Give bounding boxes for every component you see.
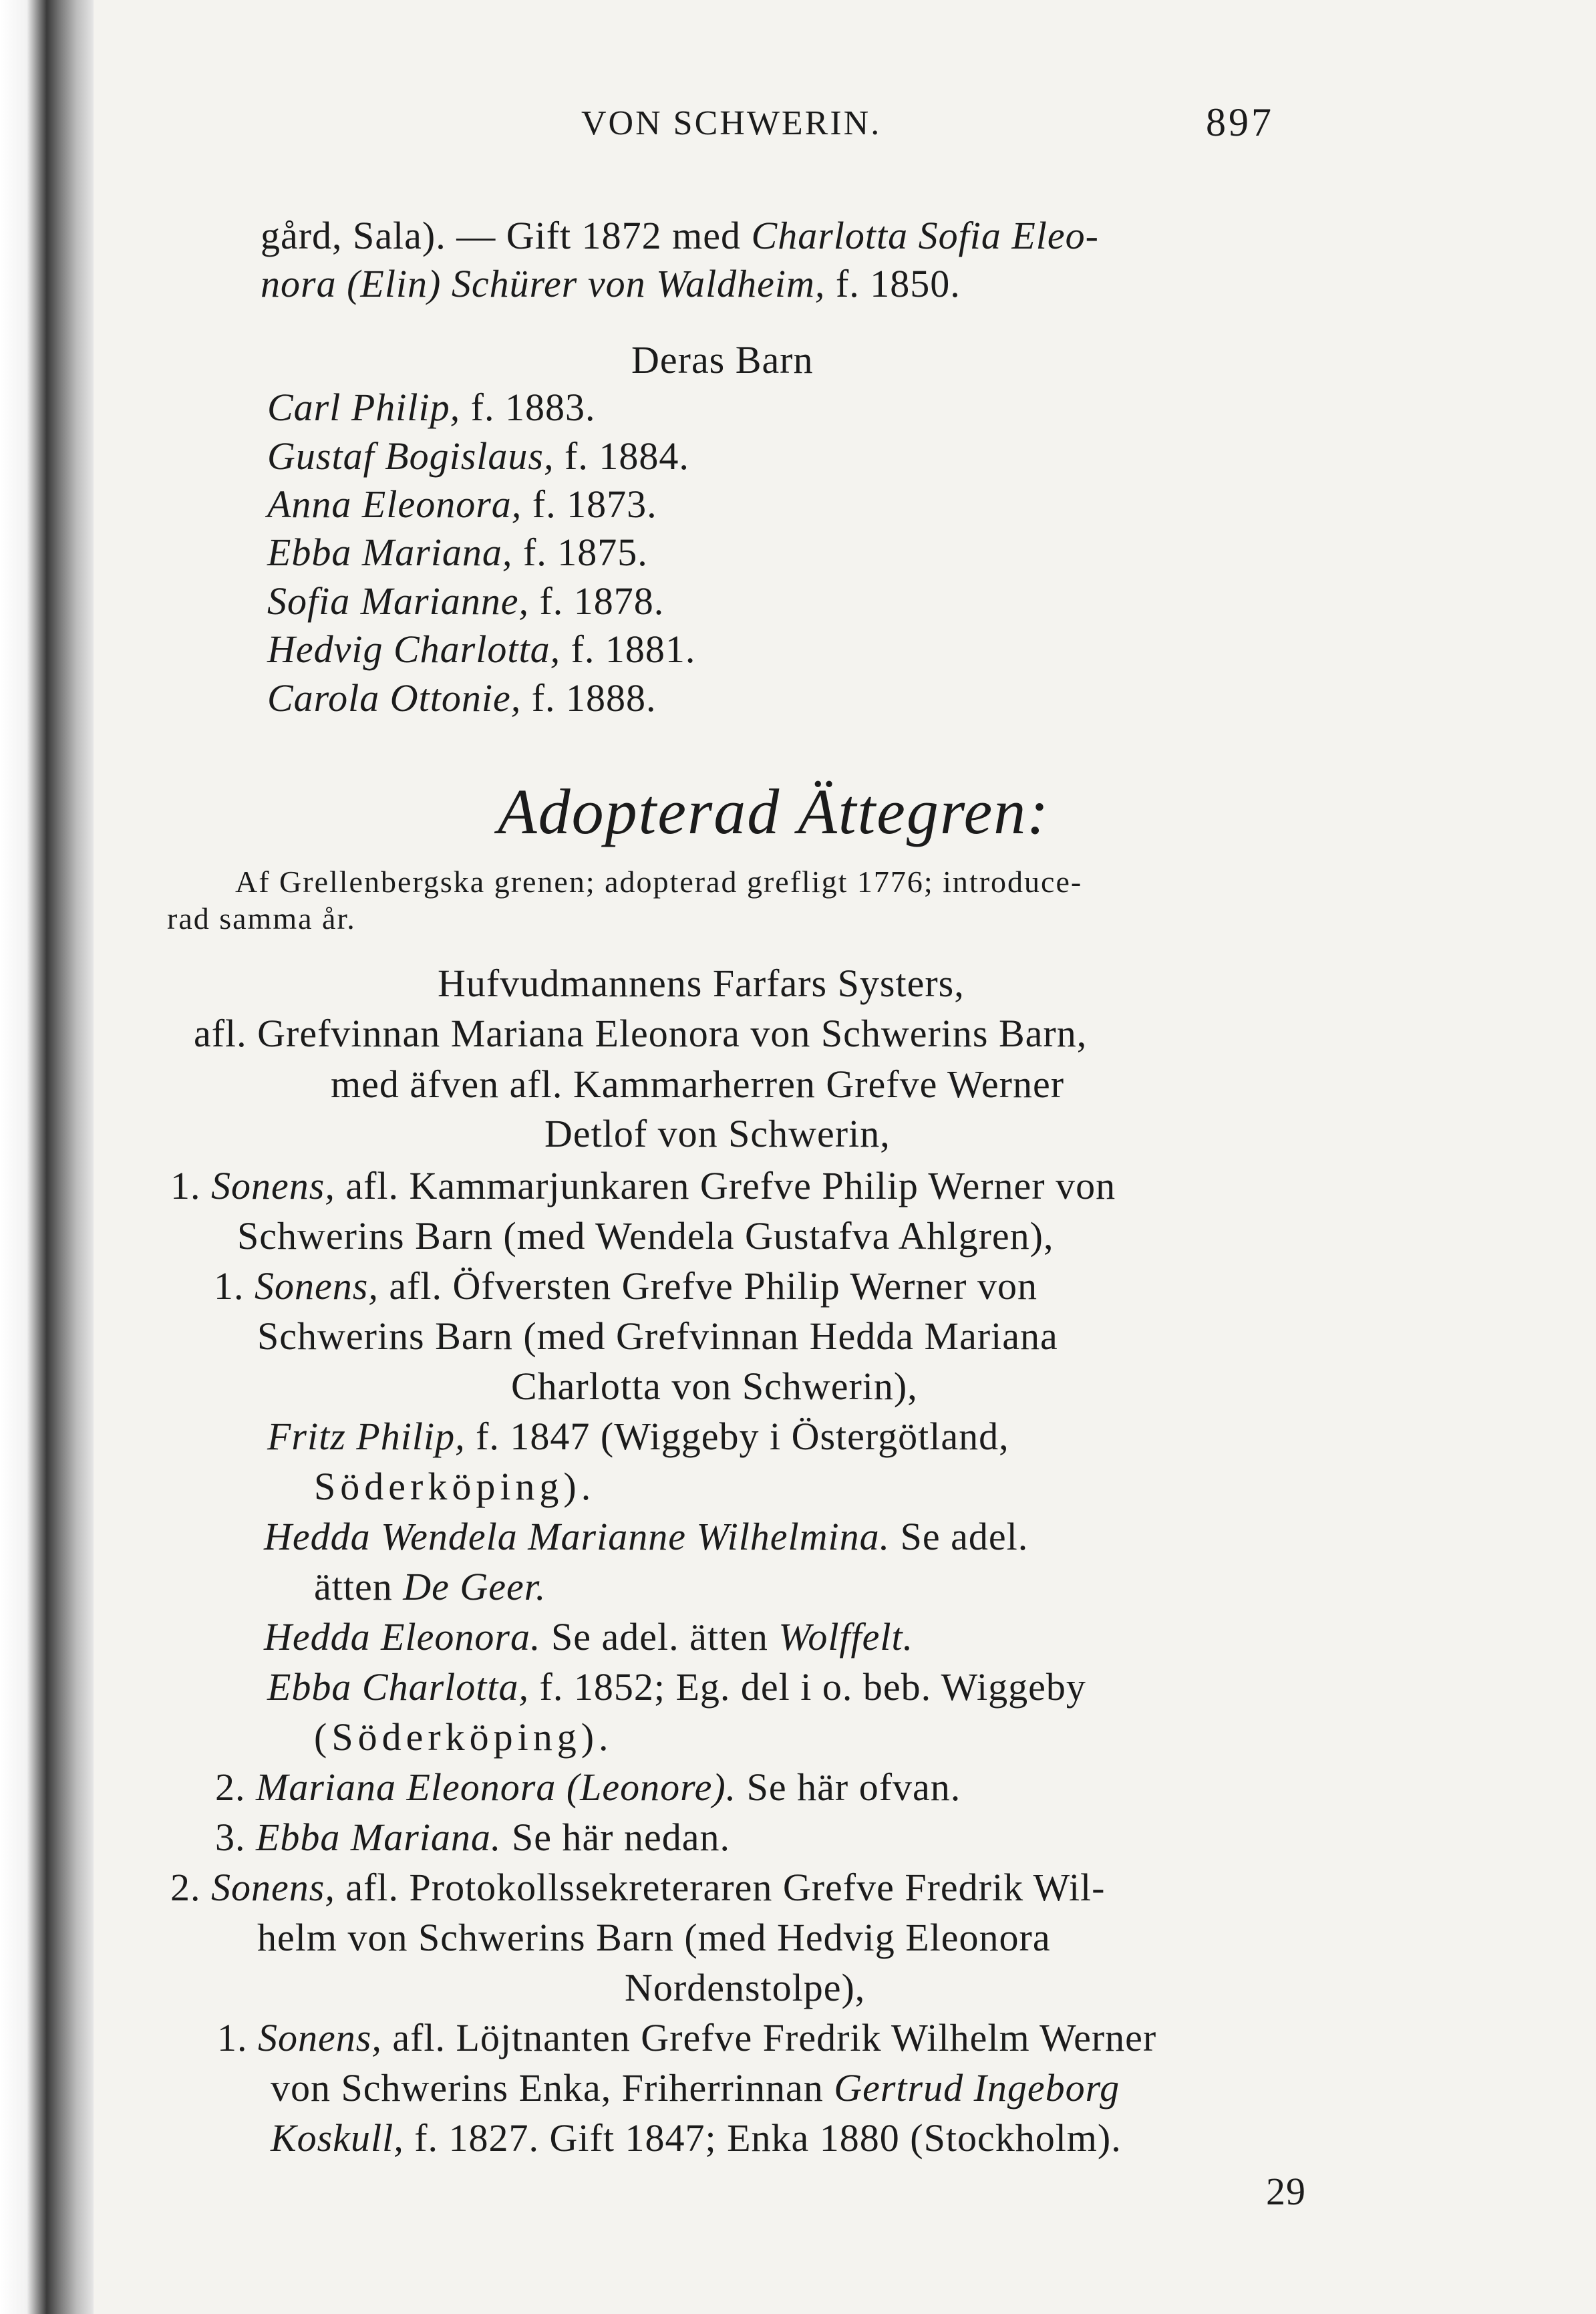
text-line: Ebba Charlotta, f. 1852; Eg. del i o. beb. Wiggeby xyxy=(267,1665,1086,1709)
text-line: von Schwerins Enka, Friherrinnan Gertrud Ingeborg xyxy=(271,2066,1120,2110)
text-line: med äfven afl. Kammarherren Grefve Werner xyxy=(331,1062,1065,1106)
running-header: VON SCHWERIN. xyxy=(581,104,882,142)
text-line: 1. Sonens, afl. Kammarjunkaren Grefve Philip Werner von xyxy=(170,1164,1116,1207)
text-line: Nordenstolpe), xyxy=(625,1966,866,2009)
adopted-branch-title: Adopterad Ättegren: xyxy=(498,776,1050,847)
text-line: Koskull, f. 1827. Gift 1847; Enka 1880 (Stockholm). xyxy=(271,2116,1122,2160)
text-line: Schwerins Barn (med Grefvinnan Hedda Mariana xyxy=(257,1314,1058,1358)
child-entry: Carola Ottonie, f. 1888. xyxy=(267,676,657,720)
text-line: Fritz Philip, f. 1847 (Wiggeby i Östergötland, xyxy=(267,1415,1009,1458)
text-line: (Söderköping). xyxy=(314,1715,613,1759)
text-line: gård, Sala). — Gift 1872 med Charlotta Sofia Eleo- xyxy=(261,214,1099,257)
text-line: Hedda Wendela Marianne Wilhelmina. Se adel. xyxy=(264,1515,1029,1558)
text-line: Hedda Eleonora. Se adel. ätten Wolffelt. xyxy=(264,1615,914,1658)
text-line: rad samma år. xyxy=(167,901,356,935)
child-entry: Gustaf Bogislaus, f. 1884. xyxy=(267,434,689,478)
text-line: 1. Sonens, afl. Öfversten Grefve Philip Werner von xyxy=(214,1264,1038,1308)
section-heading: Deras Barn xyxy=(631,338,814,382)
text-line: 1. Sonens, afl. Löjtnanten Grefve Fredrik Wilhelm Werner xyxy=(217,2016,1157,2059)
text-line: Hufvudmannens Farfars Systers, xyxy=(438,962,965,1005)
text-line: Charlotta von Schwerin), xyxy=(511,1364,918,1408)
text-line: 2. Mariana Eleonora (Leonore). Se här ofvan. xyxy=(215,1765,961,1809)
child-entry: Carl Philip, f. 1883. xyxy=(267,386,596,429)
child-entry: Ebba Mariana, f. 1875. xyxy=(267,531,648,574)
text-line: Schwerins Barn (med Wendela Gustafva Ahlgren), xyxy=(237,1214,1054,1258)
text-line: Söderköping). xyxy=(314,1465,596,1508)
child-entry: Sofia Marianne, f. 1878. xyxy=(267,579,665,623)
text-line: 3. Ebba Mariana. Se här nedan. xyxy=(215,1816,730,1859)
signature-mark: 29 xyxy=(1266,2170,1306,2213)
text-line: 2. Sonens, afl. Protokollssekreteraren Grefve Fredrik Wil- xyxy=(170,1866,1106,1909)
page-number: 897 xyxy=(1206,100,1274,144)
text-line: helm von Schwerins Barn (med Hedvig Eleonora xyxy=(257,1916,1051,1959)
text-line: Detlof von Schwerin, xyxy=(544,1112,891,1155)
child-entry: Anna Eleonora, f. 1873. xyxy=(267,482,657,526)
text-line: Af Grellenbergska grenen; adopterad grefligt 1776; introduce- xyxy=(235,865,1083,899)
text-line: afl. Grefvinnan Mariana Eleonora von Schwerins Barn, xyxy=(194,1012,1088,1055)
child-entry: Hedvig Charlotta, f. 1881. xyxy=(267,627,696,671)
text-line: nora (Elin) Schürer von Waldheim, f. 1850. xyxy=(261,262,961,305)
text-line: ätten De Geer. xyxy=(314,1565,546,1608)
